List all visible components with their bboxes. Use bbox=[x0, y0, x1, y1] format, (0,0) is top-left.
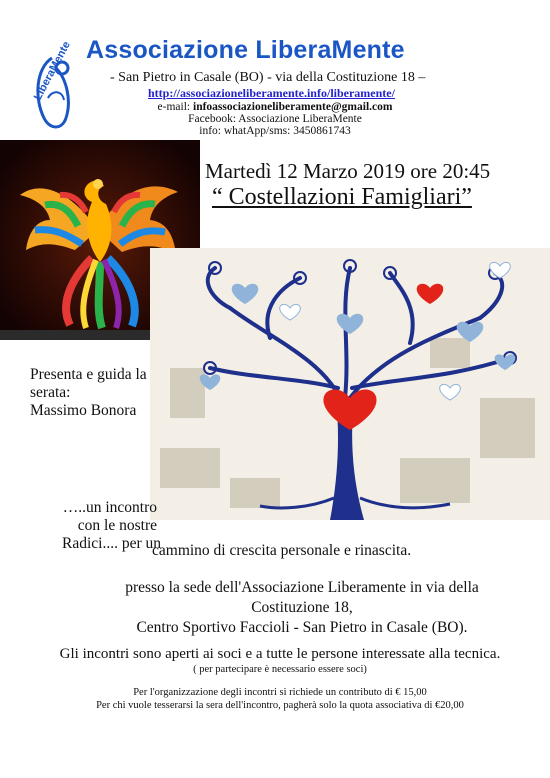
presenter-name: Massimo Bonora bbox=[30, 402, 137, 419]
address: - San Pietro in Casale (BO) - via della Costituzione 18 – bbox=[110, 70, 426, 85]
facebook-line: Facebook: Associazione LiberaMente bbox=[188, 113, 362, 125]
event-date: Martedì 12 Marzo 2019 ore 20:45 bbox=[205, 159, 491, 183]
logo-text: LiberaMente bbox=[31, 39, 73, 103]
incontro-block bbox=[62, 499, 162, 553]
tree-image bbox=[150, 248, 550, 520]
fees-block bbox=[20, 686, 540, 712]
venue-line2: Centro Sportivo Faccioli - San Pietro in Casale (BO). bbox=[136, 619, 468, 636]
incontro-line3: Radici.... per un bbox=[62, 535, 162, 552]
organization-name: Associazione LiberaMente bbox=[86, 36, 405, 64]
incontro-line2: con le nostre bbox=[77, 517, 157, 534]
fee-line2: Per chi vuole tesserarsi la sera dell'incontro, pagherà solo la quota associativa di €20,00 bbox=[96, 700, 464, 711]
email-address[interactable]: infoassociazioneliberamente@gmail.com bbox=[193, 101, 393, 113]
fee-line1: Per l'organizzazione degli incontri si richiede un contributo di € 15,00 bbox=[133, 687, 427, 698]
open-to-all-line: Gli incontri sono aperti ai soci e a tutte le persone interessate alla tecnica. bbox=[59, 646, 501, 662]
email-label: e-mail: bbox=[157, 101, 191, 113]
cammino-line: cammino di crescita personale e rinascita. bbox=[152, 542, 412, 559]
venue-line1: presso la sede dell'Associazione Liberamente in via della Costituzione 18, bbox=[125, 579, 479, 616]
website-link[interactable]: http://associazioneliberamente.info/liberamente/ bbox=[148, 86, 395, 100]
logo-icon bbox=[22, 38, 84, 134]
venue-block bbox=[86, 578, 518, 638]
membership-note: ( per partecipare è necessario essere soci) bbox=[193, 664, 367, 675]
presenter-line1: Presenta e guida la bbox=[30, 366, 147, 383]
logo bbox=[22, 38, 84, 134]
incontro-line1: …..un incontro bbox=[62, 499, 157, 516]
event-title: “ Costellazioni Famigliari” bbox=[212, 184, 472, 210]
presenter-line2: serata: bbox=[30, 384, 71, 401]
presenter-block bbox=[30, 366, 170, 420]
phone-line: info: whatApp/sms: 3450861743 bbox=[199, 125, 351, 137]
